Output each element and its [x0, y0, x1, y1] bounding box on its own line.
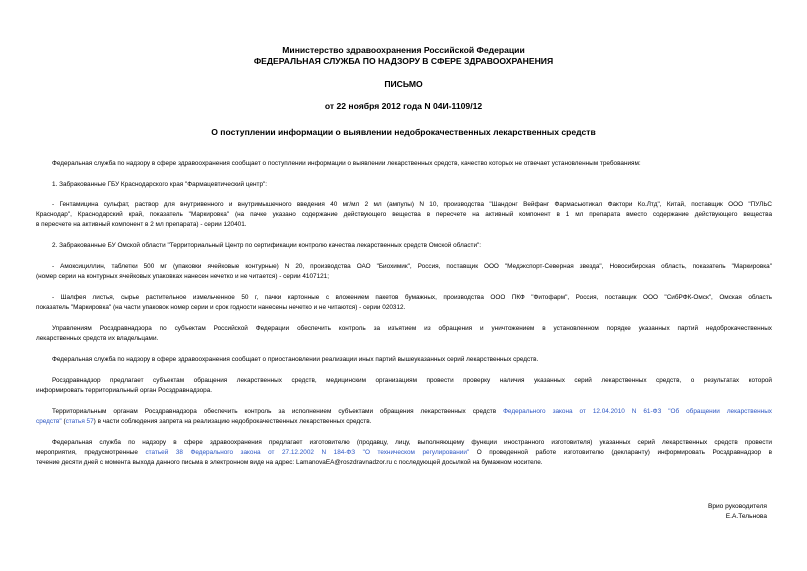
document-type: ПИСЬМО: [384, 79, 423, 89]
paragraph-territorial-rest: ) в части соблюдения запрета на реализацию недоброкачественных лекарственных средств.: [93, 418, 372, 425]
paragraph-manufacturer-line-1: Федеральная служба по надзору в сфере здравоохранения предлагает изготовителю (продавцу, лицу, выполняющему функции иностранного изготовителя) указанных серий лекарственных средств провести: [52, 439, 772, 446]
paragraph-check-line-2: информировать территориальный орган Росздравнадзора.: [36, 387, 213, 394]
link-federal-law-184[interactable]: статьей 38 Федерального закона от 27.12.2002 N 184-ФЗ "О техническом регулировании": [145, 449, 470, 456]
paragraph-intro: Федеральная служба по надзору в сфере здравоохранения сообщает о поступлении информации о выявлении лекарственных средств, качество которых не отвечает установленным требованиям:: [52, 160, 641, 167]
paragraph-control-line-1: Управлениям Росздравнадзора по субъектам Российской Федерации обеспечить контроль за изъятием из обращения и уничтожением в установленном порядке указанных партий недоброкачественных: [52, 325, 772, 332]
paragraph-control-line-2: лекарственных средств их владельцами.: [36, 335, 159, 342]
paragraph-gentamicin-line-1: - Гентамицина сульфат, раствор для внутривенного и внутримышечного введения 40 мг/мл 2 мл (ампулы) N 10, производства "Шандонг Вейфанг Фармасьютикал Фактори Ко.Лтд", Китай, поставщик ООО "ПУЛЬС: [52, 201, 772, 208]
ministry-name: Министерство здравоохранения Российской Федерации: [282, 45, 525, 55]
paragraph-territorial-line-2: [36, 417, 772, 426]
paragraph-sage-line-2: показатель "Маркировка" (на части упаковок номер серии и срок годности нанесены нечетко и не читаются) - серии 020312.: [36, 304, 406, 311]
paren-open: (: [61, 418, 66, 425]
link-article-57[interactable]: статья 57: [65, 418, 94, 425]
signature-name: Е.А.Тельнова: [725, 513, 767, 520]
paragraph-amoxicillin-line-1: - Амоксициллин, таблетки 500 мг (упаковки ячейковые контурные) N 20, производства ОАО "Биохимик", Россия, поставщик ООО "Медэкспорт-Северная звезда", Новосибирская область, показатель "Маркировка": [52, 263, 772, 270]
paragraph-manufacturer-line-2: [36, 448, 772, 457]
signature-position: Врио руководителя: [707, 503, 767, 510]
paragraph-item-2-heading: 2. Забракованные БУ Омской области "Территориальный Центр по сертификации контролю качества лекарственных средств Омской области":: [52, 242, 482, 249]
paragraph-manufacturer-line-3: течение десяти дней с момента выхода данного письма в электронном виде на адрес: LamanovaEA@roszdravnadzor.ru с последующей досылкой на бумажном носителе.: [36, 459, 543, 466]
document-title: О поступлении информации о выявлении недоброкачественных лекарственных средств: [211, 127, 596, 137]
paragraph-manufacturer-rest: О проведенной работе изготовителю (декларанту) информировать Росздравнадзор в: [469, 449, 772, 456]
paragraph-territorial-text: Территориальным органам Росздравнадзора обеспечить контроль за исполнением субъектами обращения лекарственных средств: [52, 408, 504, 415]
document-date-number: от 22 ноября 2012 года N 04И-1109/12: [324, 101, 483, 111]
paragraph-check-line-1: Росздравнадзор предлагает субъектам обращения лекарственных средств, медицинским организациям провести проверку наличия указанных серий лекарственных средств, о результатах которой: [52, 377, 772, 384]
paragraph-manufacturer-text: мероприятия, предусмотренные: [36, 449, 146, 456]
paragraph-gentamicin-line-3: в пересчете на активный компонент в 2 мл препарата) - серии 120401.: [36, 221, 247, 228]
link-federal-law-61[interactable]: Федерального закона от 12.04.2010 N 61-ФЗ "Об обращении лекарственных: [503, 408, 772, 415]
service-name: ФЕДЕРАЛЬНАЯ СЛУЖБА ПО НАДЗОРУ В СФЕРЕ ЗДРАВООХРАНЕНИЯ: [253, 56, 554, 66]
paragraph-gentamicin-line-2: Краснодар", Краснодарский край, показатель "Маркировка" (на пачке указано содержание действующего вещества в пересчете на активный компонент в 1 мл препарата вместо содержание действующего вещества: [36, 211, 772, 218]
paragraph-sage-line-1: - Шалфея листья, сырье растительное измельченное 50 г, пачки картонные с вложением пакетов бумажных, производства ООО ПКФ "Фитофарм", Россия, поставщик ООО "СибРФК-Омск", Омская область: [52, 294, 772, 301]
paragraph-item-1-heading: 1. Забракованные ГБУ Краснодарского края "Фармацевтический центр":: [52, 181, 268, 188]
paragraph-territorial-line-1: [52, 407, 772, 416]
paragraph-amoxicillin-line-2: (номер серии на контурных ячейковых упаковках нанесен нечетко и не читается) - серии 4107121;: [36, 273, 330, 280]
paragraph-suspension: Федеральная служба по надзору в сфере здравоохранения сообщает о приостановлении реализации иных партий вышеуказанных серий лекарственных средств.: [52, 356, 539, 363]
link-federal-law-61-cont[interactable]: средств": [36, 418, 62, 425]
